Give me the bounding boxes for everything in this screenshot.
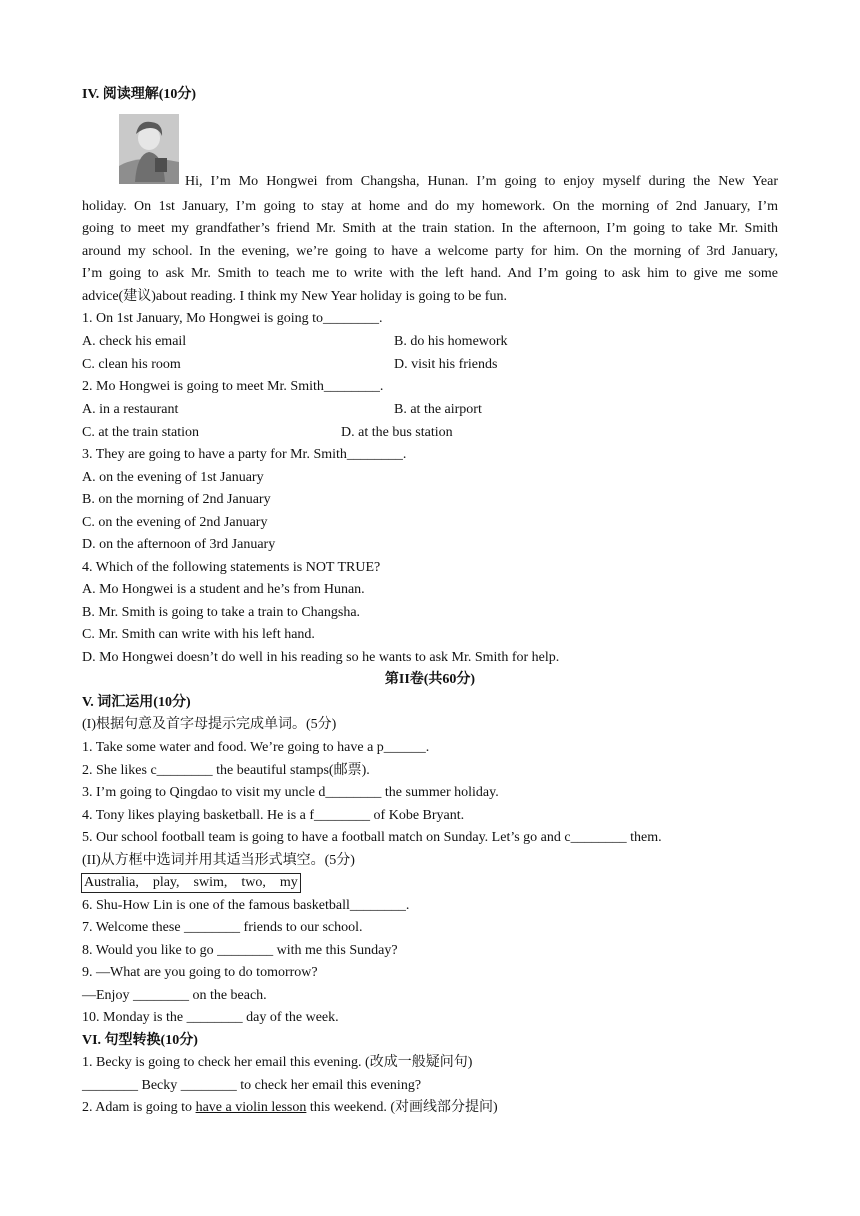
- question-2-option-b: B. at the airport: [394, 402, 482, 417]
- boy-illustration-icon: [119, 114, 179, 184]
- passage-line-6: advice(建议)about reading. I think my New Year holiday is going to be fun.: [82, 289, 507, 304]
- question-4-option-b: B. Mr. Smith is going to take a train to Changsha.: [82, 605, 361, 620]
- question-2-option-c: C. at the train station: [82, 425, 200, 440]
- vocabulary-instruction-2: (II)从方框中选词并用其适当形式填空。(5分): [82, 853, 355, 868]
- vocabulary-item-6: 6. Shu-How Lin is one of the famous basketball________.: [82, 898, 410, 913]
- transformation-item-1-answer: ________ Becky ________ to check her email this evening?: [82, 1078, 422, 1093]
- vocabulary-item-10: 10. Monday is the ________ day of the week.: [82, 1010, 339, 1025]
- question-1-option-a: A. check his email: [82, 334, 187, 349]
- transformation-item-2-pre: 2. Adam is going to: [82, 1100, 196, 1115]
- vocabulary-item-5: 5. Our school football team is going to have a football match on Sunday. Let’s go and c________ them.: [82, 830, 662, 845]
- vocabulary-item-9: 9. —What are you going to do tomorrow?: [82, 965, 318, 980]
- transformation-item-2-post: this weekend. (对画线部分提问): [306, 1100, 498, 1115]
- vocabulary-item-7: 7. Welcome these ________ friends to our school.: [82, 920, 363, 935]
- transformation-item-2-underlined: have a violin lesson: [195, 1100, 307, 1115]
- transformation-item-2: [82, 1099, 498, 1117]
- vocabulary-item-1: 1. Take some water and food. We’re going to have a p______.: [82, 740, 430, 755]
- vocabulary-instruction-1: (I)根据句意及首字母提示完成单词。(5分): [82, 717, 337, 732]
- question-3-stem: 3. They are going to have a party for Mr. Smith________.: [82, 447, 407, 462]
- question-2-option-a: A. in a restaurant: [82, 402, 179, 417]
- question-3-option-b: B. on the morning of 2nd January: [82, 492, 271, 507]
- question-3-option-c: C. on the evening of 2nd January: [82, 515, 268, 530]
- part-2-title: 第II卷(共60分): [384, 672, 476, 687]
- passage-line-4: around my school. In the evening, we’re going to have a welcome party for him. On the morning of 3rd January,: [82, 244, 778, 259]
- question-3-option-a: A. on the evening of 1st January: [82, 470, 264, 485]
- question-4-stem: 4. Which of the following statements is NOT TRUE?: [82, 560, 381, 575]
- boy-photo: [119, 114, 179, 184]
- passage-line-5: I’m going to ask Mr. Smith to teach me to write with the left hand. And I’m going to ask him to give me some: [82, 266, 778, 281]
- vocabulary-item-9-answer: —Enjoy ________ on the beach.: [82, 988, 267, 1003]
- question-4-option-a: A. Mo Hongwei is a student and he’s from Hunan.: [82, 582, 365, 597]
- word-box: Australia, play, swim, two, my: [81, 873, 301, 893]
- question-4-option-c: C. Mr. Smith can write with his left hand.: [82, 627, 315, 642]
- question-2-option-d: D. at the bus station: [341, 425, 453, 440]
- vocabulary-item-2: 2. She likes c________ the beautiful stamps(邮票).: [82, 763, 370, 778]
- question-1-option-b: B. do his homework: [394, 334, 508, 349]
- question-1-option-d: D. visit his friends: [394, 357, 498, 372]
- passage-line-1: Hi, I’m Mo Hongwei from Changsha, Hunan. I’m going to enjoy myself during the New Year: [185, 174, 778, 189]
- vocabulary-item-3: 3. I’m going to Qingdao to visit my uncle d________ the summer holiday.: [82, 785, 499, 800]
- section-title-vocabulary: V. 词汇运用(10分): [82, 695, 191, 710]
- passage-line-3: going to meet my grandfather’s friend Mr. Smith at the train station. In the afternoon, I’m going to take Mr. Smith: [82, 221, 778, 236]
- question-4-option-d: D. Mo Hongwei doesn’t do well in his reading so he wants to ask Mr. Smith for help.: [82, 650, 560, 665]
- question-1-option-c: C. clean his room: [82, 357, 181, 372]
- section-title-sentence-transformation: VI. 句型转换(10分): [82, 1033, 198, 1048]
- transformation-item-1: 1. Becky is going to check her email this evening. (改成一般疑问句): [82, 1055, 473, 1070]
- section-title-reading: IV. 阅读理解(10分): [82, 87, 197, 102]
- question-1-stem: 1. On 1st January, Mo Hongwei is going to________.: [82, 311, 383, 326]
- question-3-option-d: D. on the afternoon of 3rd January: [82, 537, 276, 552]
- vocabulary-item-4: 4. Tony likes playing basketball. He is a f________ of Kobe Bryant.: [82, 808, 465, 823]
- question-2-stem: 2. Mo Hongwei is going to meet Mr. Smith________.: [82, 379, 384, 394]
- vocabulary-item-8: 8. Would you like to go ________ with me this Sunday?: [82, 943, 398, 958]
- passage-line-2: holiday. On 1st January, I’m going to stay at home and do my homework. On the morning of 2nd January, I’m: [82, 199, 778, 214]
